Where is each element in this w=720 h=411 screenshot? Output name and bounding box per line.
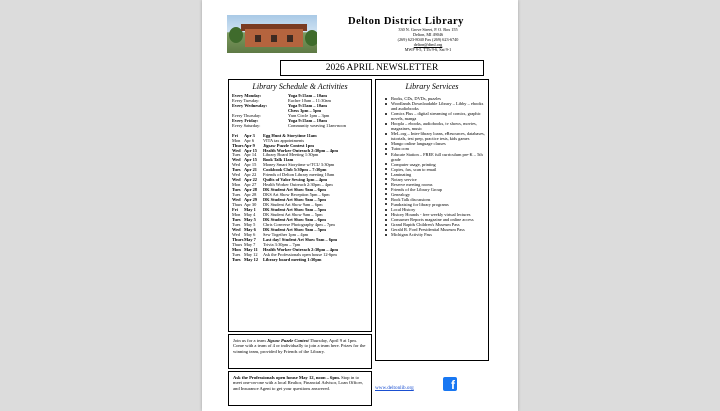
event-day: Tues (232, 251, 241, 257)
service-item: Copies, fax, scan to email (390, 167, 485, 172)
phone-fax: (269) 623-8040 Fax (269) 623-6740 (397, 37, 459, 43)
service-item: MeL.org – Inter-library loans, eResources, databases, tutorials, test prep, practice tests, kids games (391, 131, 485, 142)
event-title: Quilts of Valor Sewing 1pm – 4pm (263, 177, 328, 183)
weekly-day: Every Tuesday: (232, 97, 260, 103)
event-title: Egg Hunt & Storytime 11am (263, 132, 317, 138)
event-title: Friends of Delton Library meeting 10am (263, 172, 335, 178)
service-item: Friends of the Library Group (390, 187, 485, 192)
event-date: May 5 (244, 221, 256, 227)
address: 330 N. Grove Street, P. O. Box 155 (398, 27, 458, 32)
jigsaw-note-box (228, 334, 372, 369)
weekly-event: Euchre 10am – 11:30am (288, 97, 331, 103)
event-title: Book Talk 11am (263, 157, 294, 163)
event-date: May 11 (244, 246, 258, 252)
jigsaw-lead: Join us for a team (233, 338, 267, 343)
weekly-day: Every Friday: (232, 117, 259, 123)
event-title: Chris Converse Photography 4pm – 7pm (263, 221, 335, 227)
event-date: Apr 6 (244, 137, 255, 143)
event-day: Mon (232, 211, 241, 217)
event-date: Apr 22 (244, 177, 257, 183)
event-date: May 7 (244, 236, 256, 242)
service-item: History Hounds - free weekly virtual lectures (390, 212, 485, 217)
service-item: Laminating (390, 172, 485, 177)
event-date: Apr 15 (244, 162, 257, 168)
hours: MWF 9-5, TTh 9-6, Sat 9-1 (404, 47, 452, 53)
event-title: Health Worker Outreach 2:30pm – 4pm (263, 147, 339, 153)
jigsaw-highlight: Jigsaw Puzzle Contest (266, 338, 309, 343)
newsletter-title: 2026 APRIL NEWSLETTER (280, 60, 484, 76)
event-day: Fri (232, 206, 238, 212)
event-date: Apr 9 (244, 142, 255, 148)
newsletter-page (202, 0, 518, 411)
event-day: Wed (232, 147, 241, 153)
event-title: DKS Art Show Reception 5pm – 6pm (263, 192, 330, 198)
service-item: Gerald R. Ford Presidential Museum Pass (390, 227, 485, 232)
event-title: Jigsaw Puzzle Contest 1pm (263, 142, 314, 148)
event-date: May 5 (244, 216, 256, 222)
event-date: May 7 (244, 241, 256, 247)
pros-note-box (228, 371, 372, 406)
service-item: Tutor.com (390, 146, 485, 151)
event-day: Wed (232, 177, 241, 183)
event-day: Mon (232, 182, 241, 188)
event-title: Money Smart Storytime w/TCU 3:30pm (263, 162, 335, 168)
city: Delton, MI 49046 (412, 32, 444, 38)
event-title: Health Worker Outreach 2:30pm – 4pm (263, 182, 333, 188)
event-title: DK Student Art Show 9am – 5pm (263, 197, 326, 203)
event-day: Thurs (232, 202, 243, 208)
event-title: Last day! Student Art Show 9am – 6pm (263, 236, 338, 242)
weekly-event: Yoga 9:15am – 10am (288, 102, 327, 108)
event-title: DK Student Art Show 9am – 5pm (263, 206, 326, 212)
service-item: Comics Plus – digital streaming of comics, graphic novels, manga (390, 111, 485, 121)
event-date: Apr 28 (244, 192, 257, 198)
event-day: Tues (232, 192, 241, 198)
event-day: Thurs (232, 241, 243, 247)
event-day: Tues (232, 256, 241, 262)
pros-body: Stop in to meet one-on-one with a local Realtor, Financial Advisor, Loan Officer, and Insurance Agent to get your questions answered. (233, 375, 363, 391)
services-title: Library Services (405, 82, 459, 91)
service-item: Book Talk discussions (390, 197, 485, 202)
window-shape (271, 35, 277, 42)
event-day: Mon (232, 246, 241, 252)
event-day: Thurs (232, 236, 244, 242)
event-date: Apr 27 (244, 182, 257, 188)
event-title: Sew Together 1pm – 4pm (263, 231, 309, 237)
event-title: DK Student Art Show 9am – 6pm (263, 216, 326, 222)
event-title: Health Worker Outreach 2:30pm – 4pm (263, 246, 339, 252)
service-item: Genealogy (390, 192, 485, 197)
event-day: Wed (232, 231, 240, 237)
event-day: Wed (232, 197, 241, 203)
service-item: Fundraising for library programs (390, 202, 485, 207)
event-title: DK Student Art Show 9am – 5pm (263, 226, 326, 232)
services-box (375, 79, 489, 361)
weekly-day: Every Monday: (232, 93, 262, 98)
tree-shape (305, 30, 317, 46)
event-day: Wed (232, 162, 240, 168)
event-date: Apr 14 (244, 152, 257, 158)
event-day: Wed (232, 172, 240, 178)
event-date: May 12 (244, 251, 258, 257)
event-day: Mon (232, 137, 241, 143)
schedule-list (232, 94, 371, 262)
service-item: Computer usage, printing (390, 162, 485, 167)
event-title: Cookbook Club 5:30pm – 7:30pm (263, 167, 327, 173)
service-item: Grand Rapids Children's Museum Pass (390, 222, 485, 227)
event-day: Fri (232, 132, 238, 138)
weekly-event: Community weaving 11am-noon (288, 122, 346, 128)
weekly-event: Yoga 9:15am – 10am (288, 93, 327, 98)
service-item: Notary service (390, 177, 485, 182)
event-title: DK Student Art Show 9am – 6pm (263, 202, 323, 208)
event-title: Library board meeting 1:30pm (263, 256, 322, 262)
event-day: Tues (232, 167, 241, 173)
weekly-event: Chess 3pm – 5pm (288, 107, 322, 113)
event-date: May 6 (244, 231, 256, 237)
event-day: Wed (232, 157, 241, 163)
library-building-photo (227, 15, 317, 53)
window-shape (255, 35, 261, 42)
event-title: VITA tax appointments (263, 137, 305, 143)
service-item: Mango online language classes (390, 141, 485, 146)
event-day: Tues (232, 187, 241, 193)
event-title: Library Board Meeting 1:30pm (263, 152, 319, 158)
service-item: Books, CDs, DVDs, puzzles (390, 96, 485, 101)
jigsaw-body: Thursday, April 9 at 1pm. Come with a team of 4 or individually to join a team here. Prizes for the winning team, provided by Friends of the Library. (233, 338, 366, 354)
service-item: Hoopla – ebooks, audiobooks, tv shows, movies, magazines, music (390, 121, 485, 131)
schedule-title: Library Schedule & Activities (252, 82, 348, 91)
pros-note-text (233, 375, 367, 391)
event-date: Apr 15 (244, 147, 257, 153)
pros-highlight: Ask the Professionals open house May 12, noon – 6pm. (233, 375, 340, 380)
service-item: Woodlands Downloadable Library – Libby – ebooks and audiobooks (391, 101, 484, 112)
event-title: Trivia 3:30pm – 7pm (263, 241, 301, 247)
services-list (390, 96, 485, 237)
weekly-event: Yoga 9:15am – 10am (288, 117, 327, 123)
event-day: Tues (232, 152, 241, 158)
jigsaw-note-text (233, 338, 367, 354)
event-date: May 6 (244, 226, 256, 232)
service-item: Consumer Reports magazine and online access (390, 217, 485, 222)
schedule-box (228, 79, 372, 332)
event-date: Apr 22 (244, 172, 257, 178)
window-shape (287, 35, 293, 42)
event-date: May 4 (244, 211, 256, 217)
event-date: Apr 28 (244, 187, 257, 193)
library-name: Delton District Library (348, 16, 464, 27)
event-date: May 1 (244, 206, 256, 212)
event-day: Tues (232, 221, 241, 227)
event-title: DK Student Art Show 9am – 5pm (263, 211, 323, 217)
event-date: Apr 15 (244, 157, 257, 163)
email-link[interactable]: delton@dtml.org (413, 42, 443, 48)
weekly-day: Every Wednesday: (232, 102, 268, 108)
facebook-icon[interactable]: f (443, 377, 457, 391)
event-row (232, 258, 371, 263)
weekly-day: Every Thursday: (232, 112, 262, 118)
event-date: Apr 21 (244, 167, 257, 173)
service-item: Local History (390, 207, 485, 212)
weekly-day: Every Saturday: (232, 122, 261, 128)
service-item: Michigan Activity Pass (390, 232, 485, 237)
event-date: May 12 (244, 256, 259, 262)
service-item: Reserve meeting rooms (390, 182, 485, 187)
event-date: Apr 3 (244, 132, 255, 138)
event-day: Thurs (232, 142, 244, 148)
event-day: Tues (232, 216, 241, 222)
event-date: Apr 30 (244, 202, 257, 208)
library-contact-info (378, 27, 478, 52)
weekly-event: Yarn Circle 1pm – 3pm (288, 112, 330, 118)
event-day: Wed (232, 226, 241, 232)
event-title: Ask the Professionals open house 12-6pm (263, 251, 337, 257)
event-date: Apr 29 (244, 197, 257, 203)
service-item: Educate Station – FREE full curriculum pre-K – 5th grade (390, 152, 485, 162)
event-title: DK Student Art Show 9am – 6pm (263, 187, 326, 193)
website-link[interactable]: www.deltonlib.org (375, 385, 414, 391)
